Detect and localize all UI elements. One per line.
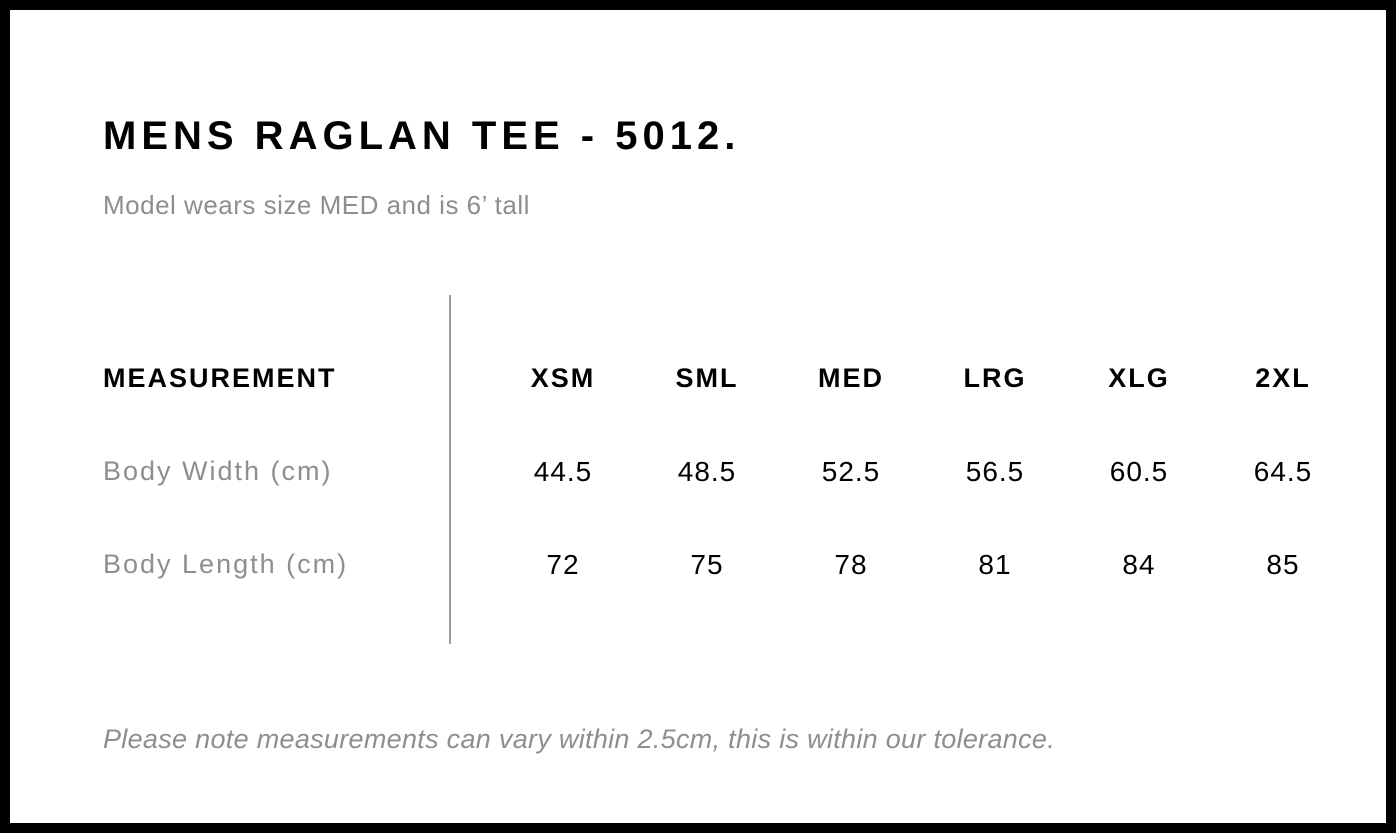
- measurement-value: 78: [834, 548, 868, 580]
- size-header-label: XSM: [530, 363, 596, 393]
- body-length-xsm-cell: [491, 518, 635, 611]
- measurement-value: 60.5: [1109, 455, 1169, 487]
- measurement-value: 85: [1266, 548, 1300, 580]
- body-width-2xl-cell: [1211, 425, 1355, 518]
- size-header-label: MED: [818, 363, 884, 393]
- row-label: Body Length (cm): [103, 549, 349, 579]
- size-header-label: 2XL: [1255, 363, 1311, 393]
- size-header-med: [779, 332, 923, 425]
- body-length-2xl-cell: [1211, 518, 1355, 611]
- measurement-header-cell: [103, 332, 491, 425]
- measurement-value: 64.5: [1253, 455, 1313, 487]
- size-header-label: LRG: [963, 363, 1027, 393]
- body-width-lrg-cell: [923, 425, 1067, 518]
- body-width-xsm-cell: [491, 425, 635, 518]
- body-length-sml-cell: [635, 518, 779, 611]
- size-header-lrg: [923, 332, 1067, 425]
- measurement-header-label: MEASUREMENT: [103, 363, 337, 393]
- body-width-sml-cell: [635, 425, 779, 518]
- model-size-note: Model wears size MED and is 6’ tall: [103, 190, 530, 220]
- size-header-label: XLG: [1108, 363, 1170, 393]
- size-header-label: SML: [675, 363, 739, 393]
- table-row-body-width-label-cell: [103, 425, 491, 518]
- measurement-value: 84: [1122, 548, 1156, 580]
- measurement-value: 75: [690, 548, 724, 580]
- page-title: MENS RAGLAN TEE - 5012.: [103, 114, 741, 158]
- size-header-xlg: [1067, 332, 1211, 425]
- body-length-xlg-cell: [1067, 518, 1211, 611]
- measurement-value: 56.5: [965, 455, 1025, 487]
- row-label: Body Width (cm): [103, 456, 333, 486]
- measurement-value: 52.5: [821, 455, 881, 487]
- body-width-med-cell: [779, 425, 923, 518]
- measurement-value: 44.5: [533, 455, 593, 487]
- size-header-2xl: [1211, 332, 1355, 425]
- body-length-lrg-cell: [923, 518, 1067, 611]
- table-row-body-length-label-cell: [103, 518, 491, 611]
- size-chart-table: [103, 332, 1355, 611]
- body-width-xlg-cell: [1067, 425, 1211, 518]
- size-header-sml: [635, 332, 779, 425]
- measurement-value: 72: [546, 548, 580, 580]
- tolerance-note: Please note measurements can vary within 2.5cm, this is within our tolerance.: [103, 724, 1056, 754]
- measurement-value: 48.5: [677, 455, 737, 487]
- measurement-value: 81: [978, 548, 1012, 580]
- body-length-med-cell: [779, 518, 923, 611]
- size-header-xsm: [491, 332, 635, 425]
